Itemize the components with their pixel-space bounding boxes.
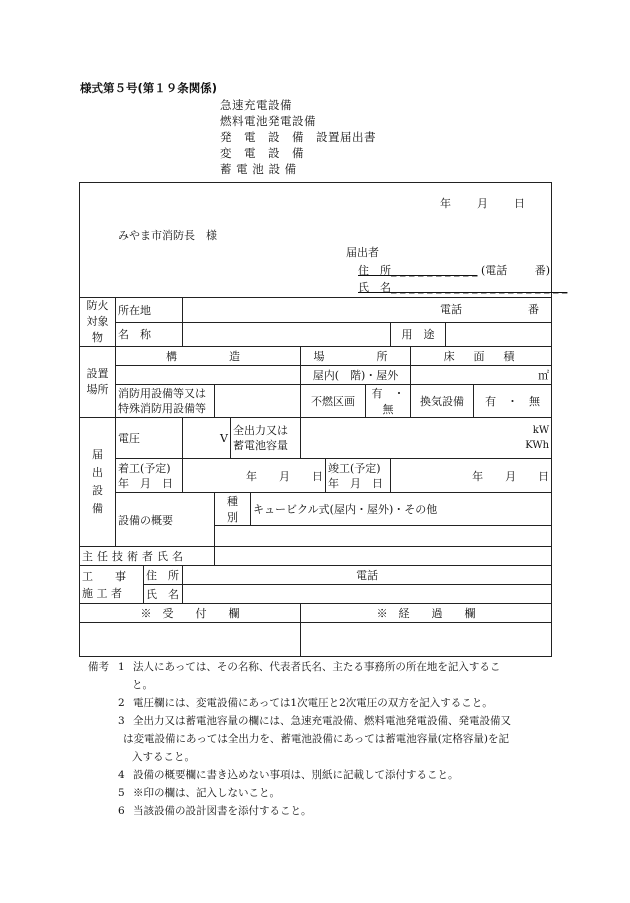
area-unit: ㎡ <box>538 369 550 382</box>
note-item: 備考 1 法人にあっては、その名称、代表者氏名、主たる事務所の所在地を記入するこ <box>88 658 548 676</box>
reception-label: ※ 受 付 欄 <box>80 604 301 623</box>
note-continuation: 入すること。 <box>132 751 195 763</box>
notifier-phone-label: (電話 <box>480 264 508 277</box>
target-name-label: 名 称 <box>116 322 183 347</box>
place-equipment-row <box>80 385 552 418</box>
floor-area-field[interactable] <box>411 366 552 385</box>
notes-head: 備考 <box>88 661 109 673</box>
target-phone-suffix: 番 <box>528 303 539 316</box>
chief-engineer-label: 主任技術者氏名 <box>80 547 215 566</box>
place-location-label: 場 所 <box>301 347 411 366</box>
progress-field <box>301 623 552 657</box>
contractor-name-label: 氏 名 <box>144 585 183 604</box>
target-location-field[interactable] <box>183 298 552 323</box>
unit-kwh: KWh <box>525 440 550 451</box>
fire-equipment-label: 消防用設備等又は 特殊消防用設備等 <box>116 385 215 418</box>
fireproof-yes-no[interactable]: 有 ・ 無 <box>366 385 411 418</box>
office-body-row <box>80 623 552 657</box>
fireproof-label: 不燃区画 <box>301 385 366 418</box>
chief-engineer-field[interactable] <box>215 547 552 566</box>
place-label: 設置 場所 <box>80 347 116 418</box>
ventilation-yes-no[interactable]: 有 ・ 無 <box>474 385 552 418</box>
reception-field <box>80 623 301 657</box>
unit-kw: kW <box>532 425 550 436</box>
date-day: 日 <box>514 197 525 210</box>
floor-area-label: 床 面 積 <box>411 347 552 366</box>
contractor-address-field[interactable] <box>183 566 552 585</box>
start-date-field[interactable]: 年 月 日 <box>183 459 326 493</box>
output-label: 全出力又は 蓄電池容量 <box>231 418 301 459</box>
title-line-1: 急速充電設備 <box>220 98 292 112</box>
note-continuation: と。 <box>132 679 153 691</box>
note-item: 2 電圧欄には、変電設備にあっては1次電圧と2次電圧の双方を記入すること。 <box>118 697 493 709</box>
notes <box>88 658 548 820</box>
addressee: みやま市消防長 様 <box>118 229 217 242</box>
form-number: 様式第５号(第１９条関係) <box>80 81 218 95</box>
voltage-unit: V <box>220 431 228 445</box>
notifier-address-label: 住 所 <box>358 264 391 277</box>
title-line-2: 燃料電池発電設備 <box>220 114 316 128</box>
notifier-label: 届出者 <box>346 246 379 259</box>
title-line-5: 蓄 電 池 設 備 <box>220 162 297 176</box>
target-name-field[interactable] <box>183 322 391 347</box>
equipment-label: 届 出 設 備 <box>80 418 116 547</box>
place-values-row <box>80 366 552 385</box>
structure-field[interactable] <box>116 366 301 385</box>
contractor-name-row <box>80 585 552 604</box>
contractor-address-label: 住 所 <box>144 566 183 585</box>
notifier-address-line: 住 所_ _ _ _ _ _ _ _ _ _ (電話 番) <box>358 264 551 277</box>
note-item: 6 当該設備の設計図書を添付すること。 <box>118 805 312 817</box>
indoor-outdoor[interactable]: 屋内( 階)・屋外 <box>301 366 411 385</box>
notifier-name-label: 氏 名 <box>358 281 391 294</box>
note-item: 5 ※印の欄は、記入しないこと。 <box>118 787 280 799</box>
fire-equipment-field[interactable] <box>215 385 301 418</box>
ventilation-label: 換気設備 <box>411 385 474 418</box>
structure-label: 構 造 <box>116 347 301 366</box>
contractor-phone-label: 電話 <box>356 569 379 582</box>
notifier-name-line: 氏 名_ _ _ _ _ _ _ _ _ _ _ _ _ _ _ _ _ _ _ _ <box>358 281 568 294</box>
note-continuation: は変電設備にあっては全出力を、蓄電池設備にあっては蓄電池容量(定格容量)を記 <box>123 733 509 745</box>
header-row <box>80 183 552 298</box>
target-name-row <box>80 322 552 347</box>
dates-row <box>80 459 552 493</box>
progress-label: ※ 経 過 欄 <box>301 604 552 623</box>
target-use-field[interactable] <box>446 322 552 347</box>
note-item: 4 設備の概要欄に書き込めない事項は、別紙に記載して添付すること。 <box>118 769 459 781</box>
target-phone-label: 電話 <box>440 303 462 316</box>
summary-label: 設備の概要 <box>116 493 215 547</box>
target-location-label: 所在地 <box>116 298 183 323</box>
output-field[interactable] <box>301 418 552 459</box>
title-line-3: 発 電 設 備 設置届出書 <box>220 130 376 144</box>
target-label: 防火 対象 物 <box>80 298 116 347</box>
place-header-row <box>80 347 552 366</box>
type-value[interactable]: キュービクル式(屋内・屋外)・その他 <box>251 493 552 526</box>
end-label: 竣工(予定) 年 月 日 <box>326 459 391 493</box>
office-header-row <box>80 604 552 623</box>
notification-form-table <box>79 182 568 657</box>
type-label: 種 別 <box>215 493 251 526</box>
summary-detail-field[interactable] <box>215 526 552 547</box>
contractor-name-field[interactable] <box>183 585 552 604</box>
start-label: 着工(予定) 年 月 日 <box>116 459 183 493</box>
notifier-phone-suffix: 番) <box>534 264 551 277</box>
voltage-label: 電圧 <box>116 418 183 459</box>
voltage-field[interactable] <box>183 418 231 459</box>
date-year: 年 <box>440 197 451 210</box>
target-use-label: 用 途 <box>391 322 446 347</box>
chief-engineer-row <box>80 547 552 566</box>
date-month: 月 <box>477 197 488 210</box>
title-line-4: 変 電 設 備 <box>220 146 304 160</box>
voltage-row <box>80 418 552 459</box>
target-location-row <box>80 298 552 323</box>
end-date-field[interactable]: 年 月 日 <box>391 459 552 493</box>
contractor-label: 工 事 施 工 者 <box>80 566 144 604</box>
summary-type-row <box>80 493 552 526</box>
note-item: 3 全出力又は蓄電池容量の欄には、急速充電設備、燃料電池発電設備、発電設備又 <box>118 715 511 727</box>
contractor-address-row <box>80 566 552 585</box>
